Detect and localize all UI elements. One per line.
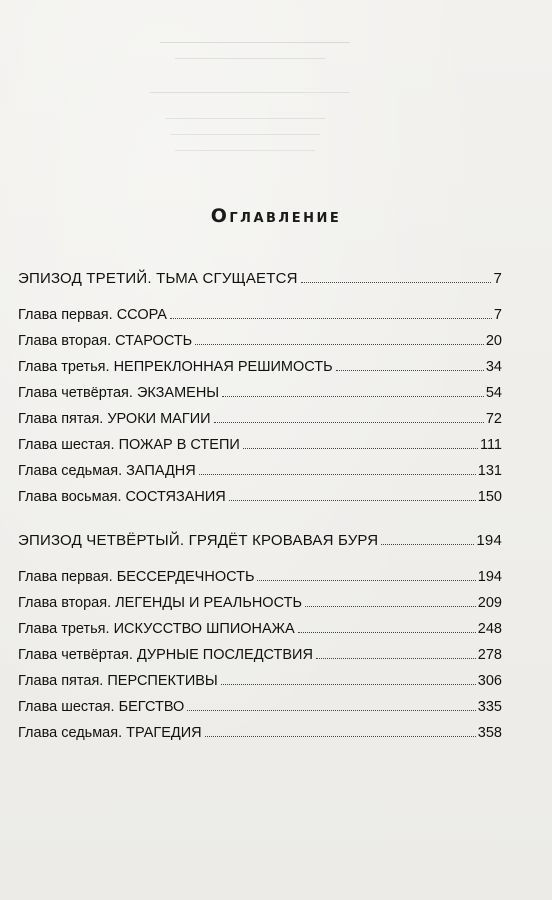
page-number: 34 [485, 359, 502, 375]
chapter-title: Глава восьмая. СОСТЯЗАНИЯ [18, 489, 226, 505]
page-number: 131 [477, 463, 502, 479]
dot-leader [381, 544, 474, 545]
toc-chapter-row[interactable] [18, 668, 502, 694]
page-number: 194 [476, 532, 502, 549]
chapter-title: Глава пятая. УРОКИ МАГИИ [18, 411, 211, 427]
toc-chapter-row[interactable] [18, 406, 502, 432]
chapter-title: Глава третья. ИСКУССТВО ШПИОНАЖА [18, 621, 295, 637]
episode-title: ЭПИЗОД ТРЕТИЙ. ТЬМА СГУЩАЕТСЯ [18, 270, 298, 287]
dot-leader [221, 684, 476, 685]
chapter-title: Глава третья. НЕПРЕКЛОННАЯ РЕШИМОСТЬ [18, 359, 333, 375]
toc-chapter-row[interactable] [18, 642, 502, 668]
dot-leader [187, 710, 476, 711]
page-number: 150 [477, 489, 502, 505]
chapter-title: Глава пятая. ПЕРСПЕКТИВЫ [18, 673, 218, 689]
toc-chapter-row[interactable] [18, 380, 502, 406]
dot-leader [214, 422, 484, 423]
dot-leader [305, 606, 476, 607]
dot-leader [298, 632, 476, 633]
show-through-text [175, 58, 325, 63]
chapter-title: Глава первая. БЕССЕРДЕЧНОСТЬ [18, 569, 255, 585]
chapter-title: Глава четвёртая. ЭКЗАМЕНЫ [18, 385, 220, 401]
toc-chapter-row[interactable] [18, 720, 502, 746]
toc-chapter-row[interactable] [18, 564, 502, 590]
show-through-text [165, 118, 325, 123]
page-number: 358 [477, 725, 502, 741]
show-through-text [160, 42, 350, 47]
dot-leader [336, 370, 484, 371]
page-number: 54 [485, 385, 502, 401]
page-number: 7 [493, 270, 502, 287]
toc-episode-row[interactable] [18, 266, 502, 292]
dot-leader [301, 282, 492, 283]
chapter-title: Глава первая. ССОРА [18, 307, 167, 323]
show-through-text [175, 150, 315, 155]
page-number: 194 [477, 569, 502, 585]
episode-title: ЭПИЗОД ЧЕТВЁРТЫЙ. ГРЯДЁТ КРОВАВАЯ БУРЯ [18, 532, 379, 549]
page-title: Оглавление [210, 204, 342, 227]
dot-leader [257, 580, 475, 581]
chapter-title: Глава шестая. ПОЖАР В СТЕПИ [18, 437, 240, 453]
dot-leader [229, 500, 476, 501]
page-number: 335 [477, 699, 502, 715]
toc-chapter-row[interactable] [18, 328, 502, 354]
chapter-title: Глава вторая. ЛЕГЕНДЫ И РЕАЛЬНОСТЬ [18, 595, 302, 611]
dot-leader [205, 736, 476, 737]
page-number: 306 [477, 673, 502, 689]
page-number: 20 [485, 333, 502, 349]
page-number: 111 [479, 437, 502, 453]
table-of-contents [18, 266, 502, 746]
show-through-text [170, 134, 320, 139]
dot-leader [316, 658, 476, 659]
toc-chapter-row[interactable] [18, 432, 502, 458]
dot-leader [195, 344, 484, 345]
toc-chapter-row[interactable] [18, 354, 502, 380]
dot-leader [199, 474, 476, 475]
page-number: 278 [477, 647, 502, 663]
chapter-title: Глава шестая. БЕГСТВО [18, 699, 185, 715]
toc-chapter-row[interactable] [18, 694, 502, 720]
toc-chapter-row[interactable] [18, 458, 502, 484]
page-number: 209 [477, 595, 502, 611]
dot-leader [243, 448, 478, 449]
chapter-title: Глава вторая. СТАРОСТЬ [18, 333, 193, 349]
toc-chapter-row[interactable] [18, 302, 502, 328]
dot-leader [170, 318, 492, 319]
page-number: 248 [477, 621, 502, 637]
dot-leader [222, 396, 484, 397]
chapter-title: Глава седьмая. ТРАГЕДИЯ [18, 725, 202, 741]
page-number: 72 [485, 411, 502, 427]
toc-chapter-row[interactable] [18, 590, 502, 616]
page-number: 7 [493, 307, 502, 323]
chapter-title: Глава седьмая. ЗАПАДНЯ [18, 463, 196, 479]
toc-episode-row[interactable] [18, 528, 502, 554]
toc-chapter-row[interactable] [18, 616, 502, 642]
show-through-text [150, 92, 350, 97]
chapter-title: Глава четвёртая. ДУРНЫЕ ПОСЛЕДСТВИЯ [18, 647, 313, 663]
toc-chapter-row[interactable] [18, 484, 502, 510]
